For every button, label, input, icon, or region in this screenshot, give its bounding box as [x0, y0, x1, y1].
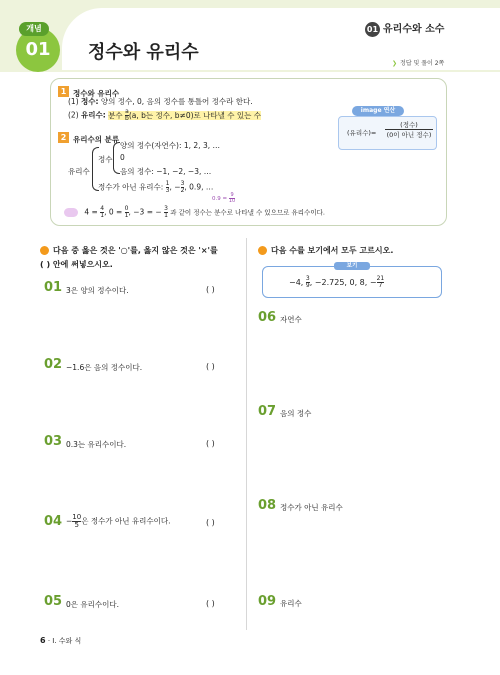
decimal-num: 9 — [230, 192, 234, 198]
decimal-den: 10 — [228, 198, 236, 204]
left-instr-line1: 다음 중 옳은 것은 '○'를, 옳지 않은 것은 '×'를 — [53, 246, 218, 255]
answer-blank[interactable]: ( ) — [206, 285, 215, 294]
line1-text: 양의 정수, 0, 음의 정수를 통틀어 정수라 한다. — [100, 97, 253, 106]
tree-negative: 음의 정수: −1, −2, −3, … — [120, 167, 212, 176]
part1-number: 1 — [58, 86, 69, 97]
chapter-name: · I. 수와 식 — [47, 637, 82, 645]
question-text: 0.3는 유리수이다. — [66, 440, 127, 449]
ab-num: a — [125, 108, 129, 115]
question-number: 04 — [44, 514, 63, 529]
nonint-f1-num: 1 — [165, 180, 170, 187]
answer-blank[interactable]: ( ) — [206, 439, 215, 448]
ex-f3-den: 1 — [164, 212, 168, 219]
ex-mid2: , −3 = − — [128, 207, 162, 217]
image-left: (유리수)= — [347, 129, 377, 137]
nonint-rest: , 0.9, … — [184, 182, 214, 192]
image-formula-box — [338, 116, 437, 150]
image-den: (0이 아닌 정수) — [386, 131, 432, 139]
ex-f3-num: 3 — [164, 205, 168, 212]
page-number: 6 — [40, 636, 46, 645]
answer-ref-text: 정답 및 풀이 2쪽 — [400, 60, 445, 67]
line1-bold: 정수: — [81, 97, 99, 106]
question-number: 07 — [258, 404, 277, 419]
tree-root: 유리수 — [68, 167, 90, 176]
decimal-frac — [229, 193, 235, 204]
nonint-minus: − — [174, 182, 181, 192]
box-f2-den: 7 — [378, 282, 383, 289]
concept-number: 01 — [25, 39, 51, 60]
ex-f2-den: 1 — [124, 212, 129, 219]
box-frac2 — [377, 276, 385, 289]
question-text: −1.6은 음의 정수이다. — [66, 363, 143, 372]
question-text: 유리수 — [280, 599, 302, 608]
orange-bullet-icon — [258, 246, 267, 255]
nonint-frac1 — [166, 181, 170, 194]
question-number: 02 — [44, 357, 63, 372]
question-text — [66, 514, 170, 529]
question-text: 정수가 아닌 유리수 — [280, 503, 343, 512]
page-footer — [40, 636, 81, 646]
nonint-f2-num: 3 — [180, 180, 185, 187]
nonint-label: 정수가 아닌 유리수: — [98, 182, 164, 192]
tree-positive: 양의 정수(자연수): 1, 2, 3, … — [120, 141, 220, 150]
image-num: (정수) — [400, 121, 418, 129]
question-number: 09 — [258, 594, 277, 609]
ex-mid1: , 0 = — [104, 207, 123, 217]
part2-number: 2 — [58, 132, 69, 143]
ab-den: b — [125, 115, 129, 122]
line2-bold: 유리수: — [81, 110, 106, 120]
question-text: 0은 유리수이다. — [66, 600, 120, 609]
image-tag: image 연산 — [352, 106, 404, 116]
box-f1-num: 3 — [305, 275, 310, 282]
box-pre: −4, — [289, 278, 304, 287]
tree-brace-integer — [113, 142, 120, 174]
answer-blank[interactable]: ( ) — [206, 518, 215, 527]
left-instr-line2: ( ) 안에 써넣으시오. — [40, 260, 113, 269]
rational-highlight — [108, 108, 262, 122]
question-text: 3은 양의 정수이다. — [66, 286, 129, 295]
example-box — [262, 266, 442, 298]
q4-fraction — [72, 514, 81, 529]
ex-f2-num: 0 — [124, 205, 129, 212]
line2-text: (a, b는 정수, b≠0)로 나타낼 수 있는 수 — [128, 110, 262, 120]
box-mid: , −2.725, 0, 8, − — [309, 278, 377, 287]
question-number: 01 — [44, 280, 63, 295]
image-fraction — [385, 120, 433, 139]
box-tag: 보기 — [334, 262, 370, 270]
q4-den: 5 — [72, 521, 81, 529]
answer-blank[interactable]: ( ) — [206, 599, 215, 608]
line2-label: (2) — [68, 110, 79, 120]
tree-zero: 0 — [120, 153, 125, 162]
section-number: 01 — [365, 22, 380, 37]
ex-post: 과 같이 정수는 분수로 나타낼 수 있으므로 유리수이다. — [170, 208, 325, 217]
decimal-note — [212, 193, 235, 204]
arrow-icon: ❯ — [392, 60, 398, 67]
question-text: 음의 정수 — [280, 409, 312, 418]
tree-integer: 정수 — [98, 155, 113, 164]
section-title: 유리수와 소수 — [383, 24, 445, 35]
question-number: 08 — [258, 498, 277, 513]
integer-definition — [68, 96, 253, 107]
ex-frac3 — [164, 206, 168, 219]
ex-f1-den: 1 — [100, 212, 105, 219]
answer-reference — [392, 58, 444, 67]
example-line — [64, 206, 325, 219]
orange-bullet-icon — [40, 246, 49, 255]
question-number: 03 — [44, 434, 63, 449]
question-number: 05 — [44, 594, 63, 609]
box-f1-den: 9 — [305, 282, 310, 289]
part2-heading — [58, 127, 119, 146]
right-instr-text: 다음 수를 보기에서 모두 고르시오. — [271, 246, 394, 255]
ex-pre: 4 = — [84, 207, 98, 217]
q4-num: 10 — [72, 513, 82, 521]
part2-title: 유리수의 분류 — [73, 135, 120, 144]
box-f2-num: 21 — [376, 275, 385, 282]
ex-f1-num: 4 — [100, 205, 105, 212]
page-title: 정수와 유리수 — [88, 42, 199, 63]
line1-label: (1) — [68, 97, 79, 106]
question-number: 06 — [258, 310, 277, 325]
concept-label: 개념 — [19, 22, 49, 36]
left-instruction — [40, 244, 240, 272]
column-divider — [246, 238, 247, 630]
question-text: 자연수 — [280, 315, 302, 324]
section-tag — [365, 20, 444, 37]
box-items — [289, 276, 384, 289]
example-icon — [64, 208, 78, 217]
answer-blank[interactable]: ( ) — [206, 362, 215, 371]
decimal-note-text: 0.9 = — [212, 196, 228, 202]
q4-minus: − — [66, 516, 73, 526]
tree-non-integer: 정수가 아닌 유리수: $\frac{1}{3}$ , − $\frac{3}{2}$ , 0.9, … — [98, 180, 214, 194]
rational-definition — [68, 109, 261, 122]
part1-title: 정수와 유리수 — [73, 89, 120, 98]
line2-pre: 분수 — [108, 110, 123, 120]
right-instruction — [258, 244, 393, 258]
nonint-f2-den: 2 — [180, 187, 185, 194]
q4-text: 은 정수가 아닌 유리수이다. — [81, 516, 171, 526]
nonint-f1-den: 3 — [165, 187, 170, 194]
